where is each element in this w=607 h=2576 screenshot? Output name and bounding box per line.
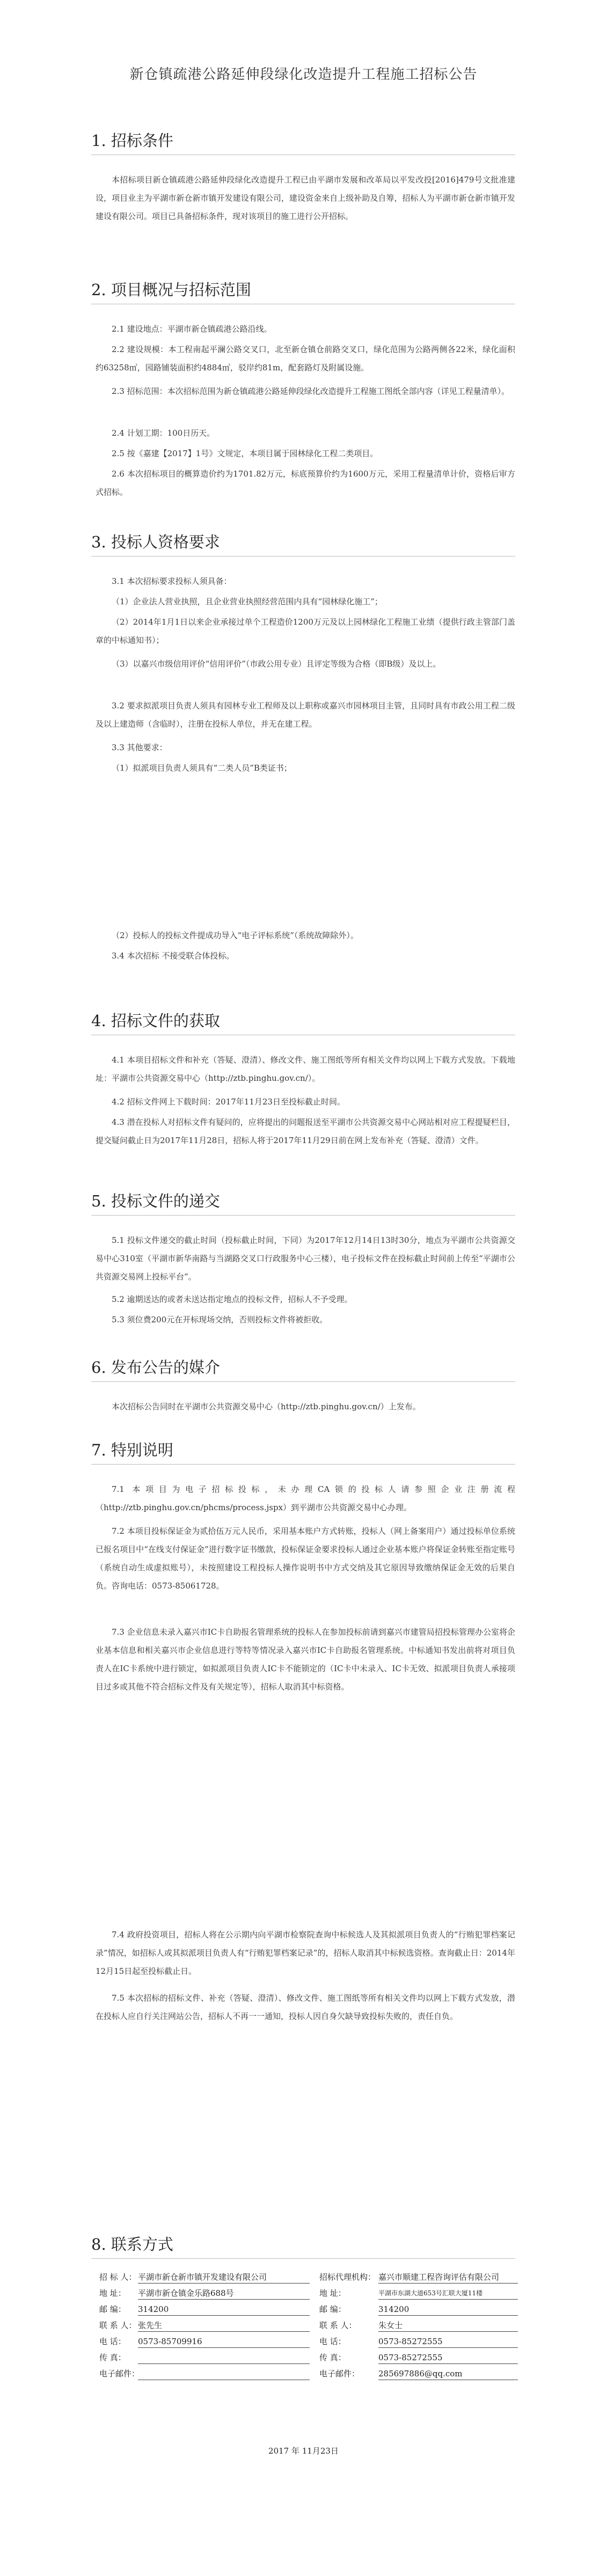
section-3-item: （1）企业法人营业执照，且企业营业执照经营范围内具有“园林绿化施工”；: [112, 597, 383, 606]
agency-address: 平湖市东湖大道653号汇联大厦11楼: [378, 2287, 518, 2300]
contact-row: [99, 2287, 518, 2303]
contact-label: 电 话：: [99, 2337, 126, 2346]
section-divider: [91, 1381, 515, 1382]
tenderer-phone: 0573-85709916: [138, 2336, 310, 2348]
contact-label: 传 真：: [319, 2353, 346, 2362]
section-1-text: 本招标项目新仓镇疏港公路延伸段绿化改造提升工程已由平湖市发展和改革局以平发改投[2016]479号文批准建设，项目业主为平湖市新仓新市镇开发建设有限公司，建设资金来自上级补助及自筹，招标人为平湖市新仓新市镇开发建设有限公司。项目已具备招标条件，现对该项目的施工进行公开招标。: [96, 175, 515, 221]
contact-label: 招 标 人：: [99, 2272, 137, 2282]
section-3-item: （2）2014年1月1日以来企业承接过单个工程造价1200万元及以上园林绿化工程施工业绩（提供行政主管部门盖章的中标通知书）；: [96, 617, 515, 645]
section-3-item: （1）拟派项目负责人须具有“二类人员”B类证书；: [112, 763, 292, 773]
section-divider: [91, 556, 515, 557]
agency-contact-person: 朱女士: [378, 2319, 518, 2332]
section-2-item: 2.2 建设规模：本工程南起平澜公路交叉口，北至新仓镇仓前路交叉口，绿化范围为公路两侧各22米，绿化面积约63258㎡，园路铺装面积约4884㎡，驳岸约81m，配套路灯及附属设施。: [96, 345, 515, 372]
section-4-heading: 4. 招标文件的获取: [91, 1012, 220, 1030]
section-2-heading: 2. 项目概况与招标范围: [91, 281, 251, 299]
section-3-item: 3.1 本次招标要求投标人须具备：: [112, 576, 232, 586]
section-6-text: 本次招标公告同时在平湖市公共资源交易中心（http://ztb.pinghu.gov.cn/）上发布。: [112, 1402, 421, 1411]
tenderer-contact-person: 张先生: [138, 2319, 310, 2332]
contact-label: 联 系 人：: [319, 2321, 357, 2330]
notice-date: 2017 年 11月23日: [268, 2446, 339, 2456]
section-5-item: 5.3 须位费200元在开标现场交纳，否则投标文件将被拒收。: [112, 1315, 328, 1324]
section-divider: [91, 2258, 515, 2259]
contact-label: 邮 编：: [99, 2304, 126, 2314]
agency-postcode: 314200: [378, 2303, 518, 2316]
section-3-item: 3.3 其他要求：: [112, 743, 167, 752]
contact-row: [99, 2336, 518, 2352]
agency-email[interactable]: 285697886@qq.com: [378, 2368, 518, 2380]
section-2-item: 2.1 建设地点：平湖市新仓镇疏港公路沿线。: [112, 324, 272, 334]
section-3-item: （3）以嘉兴市级信用评价“信用评价”（市政公用专业）且评定等级为合格（即B级）及以上。: [112, 659, 441, 669]
section-2-item: 2.3 招标范围：本次招标范围为新仓镇疏港公路延伸段绿化改造提升工程施工图纸全部内容（详见工程量清单）。: [112, 386, 510, 396]
contact-row: [99, 2368, 518, 2384]
contact-label: 邮 编：: [319, 2304, 346, 2314]
contact-label: 地 址：: [99, 2288, 126, 2298]
section-5-heading: 5. 投标文件的递交: [91, 1192, 220, 1210]
tenderer-email[interactable]: [138, 2368, 310, 2380]
contact-label: 地 址：: [319, 2288, 346, 2298]
section-divider: [91, 1215, 515, 1216]
section-divider: [91, 1464, 515, 1465]
contact-label: 电 话：: [319, 2337, 346, 2346]
contact-row: [99, 2319, 518, 2336]
section-3-item: 3.4 本次招标 不接受联合体投标。: [112, 951, 235, 961]
section-7-item: 7.1 本项目为电子招标投标，未办理CA锁的投标人请参照企业注册流程（http://ztb.pinghu.gov.cn/phcms/process.jspx）到平湖市公共资源交易中心办理。: [96, 1484, 515, 1512]
section-4-item: 4.3 潜在投标人对招标文件有疑问的，应将提出的问题报送至平湖市公共资源交易中心网站相对应工程提疑栏目，提交疑问截止日为2017年11月28日，招标人将于2017年11月29日前在网上发布补充（答疑、澄清）文件。: [96, 1117, 515, 1145]
contact-row: [99, 2352, 518, 2368]
section-7-item: 7.3 企业信息未录入嘉兴市IC卡自助报名管理系统的投标人在参加投标前请到嘉兴市建管局招投标管理办公室将企业基本信息和相关嘉兴市企业信息进行等特等情况录入嘉兴市IC卡自助报名管理系统。中标通知书发出前将对项目负责人在IC卡系统中进行锁定，如拟派项目负责人IC卡不能锁定的（IC卡中未录入、IC卡无效、拟派项目负责人承接项目过多或其他不符合招标文件及有关规定等），招标人取消其中标资格。: [96, 1627, 515, 1692]
agency-fax: 0573-85272555: [378, 2352, 518, 2364]
contact-label: 招标代理机构：: [319, 2272, 376, 2282]
section-7-item: 7.4 政府投资项目，招标人将在公示期内向平湖市检察院查询中标候选人及其拟派项目负责人的“行贿犯罪档案记录”情况，如招标人或其拟派项目负责人有“行贿犯罪档案记录”的，招标人取消其中标候选资格。查询截止日：2014年12月15日起至投标截止日。: [96, 1930, 515, 1976]
agency-phone: 0573-85272555: [378, 2336, 518, 2348]
contact-row: [99, 2271, 518, 2287]
section-3-item: 3.2 要求拟派项目负责人须具有园林专业工程师及以上职称或嘉兴市园林项目主管，且同时具有市政公用工程二级及以上建造师（含临时），注册在投标人单位，并无在建工程。: [96, 701, 515, 729]
section-7-item: 7.2 本项目投标保证金为贰拾伍万元人民币，采用基本账户方式转账，投标人（网上备案用户）通过投标单位系统已报名项目中“在线支付保证金”进行数字证书缴款，投标保证金要求投标人通过企业基本账户将保证金转账至指定账号（系统自动生成虚拟账号），未按照建设工程投标人操作说明书中方式交纳及其它原因导致缴纳保证金无效的后果自负。咨询电话：0573-85061728。: [96, 1526, 515, 1591]
section-6-heading: 6. 发布公告的媒介: [91, 1358, 220, 1377]
contact-label: 传 真：: [99, 2353, 126, 2362]
section-7-heading: 7. 特别说明: [91, 1441, 173, 1459]
section-7-item: 7.5 本次招标的招标文件、补充（答疑、澄清）、修改文件、施工图纸等所有相关文件均以网上下载方式发放，潜在投标人应自行关注网站公告，招标人不再一一通知，投标人因自身欠缺导致投标失败的，责任自负。: [96, 1993, 515, 2021]
section-3-item: （2）投标人的投标文件提成功导入“电子评标系统”（系统故障除外）。: [112, 931, 359, 940]
contact-label: 联 系 人：: [99, 2321, 137, 2330]
tenderer-fax: [138, 2352, 310, 2364]
section-2-item: 2.4 计划工期：100日历天。: [112, 428, 215, 438]
section-4-item: 4.1 本项目招标文件和补充（答疑、澄清）、修改文件、施工图纸等所有相关文件均以网上下载方式发放。下载地址：平湖市公共资源交易中心（http://ztb.pinghu.gov.cn/）。: [96, 1055, 515, 1083]
section-8-heading: 8. 联系方式: [91, 2235, 173, 2253]
contact-row: [99, 2303, 518, 2319]
section-5-item: 5.1 投标文件递交的截止时间（投标截止时间，下同）为2017年12月14日13时30分，地点为平湖市公共资源交易中心310室（平湖市新华南路与当湖路交叉口行政服务中心三楼），电子投标文件在投标截止时间前上传至“平湖市公共资源交易网上投标平台”。: [96, 1235, 515, 1282]
section-2-item: 2.5 按《嘉建【2017】1号》文规定，本项目属于园林绿化工程二类项目。: [112, 449, 378, 458]
section-3-heading: 3. 投标人资格要求: [91, 533, 220, 551]
contact-label: 电子邮件：: [319, 2369, 360, 2379]
agency-name: 嘉兴市顺建工程咨询评估有限公司: [378, 2271, 518, 2284]
page-title: 新仓镇疏港公路延伸段绿化改造提升工程施工招标公告: [129, 67, 478, 83]
contact-label: 电子邮件：: [99, 2369, 140, 2379]
tenderer-name: 平湖市新仓新市镇开发建设有限公司: [138, 2271, 310, 2284]
section-5-item: 5.2 逾期送达的或者未送达指定地点的投标文件，招标人不予受理。: [112, 1294, 353, 1304]
tenderer-postcode: 314200: [138, 2303, 310, 2316]
section-4-item: 4.2 招标文件网上下载时间：2017年11月23日至投标截止时间。: [112, 1097, 345, 1107]
section-1-heading: 1. 招标条件: [91, 131, 173, 150]
tenderer-address: 平湖市新仓镇金乐路688号: [138, 2287, 310, 2300]
section-2-item: 2.6 本次招标项目的概算造价约为1701.82万元，标底预算价约为1600万元，采用工程量清单计价，资格后审方式招标。: [96, 469, 515, 497]
